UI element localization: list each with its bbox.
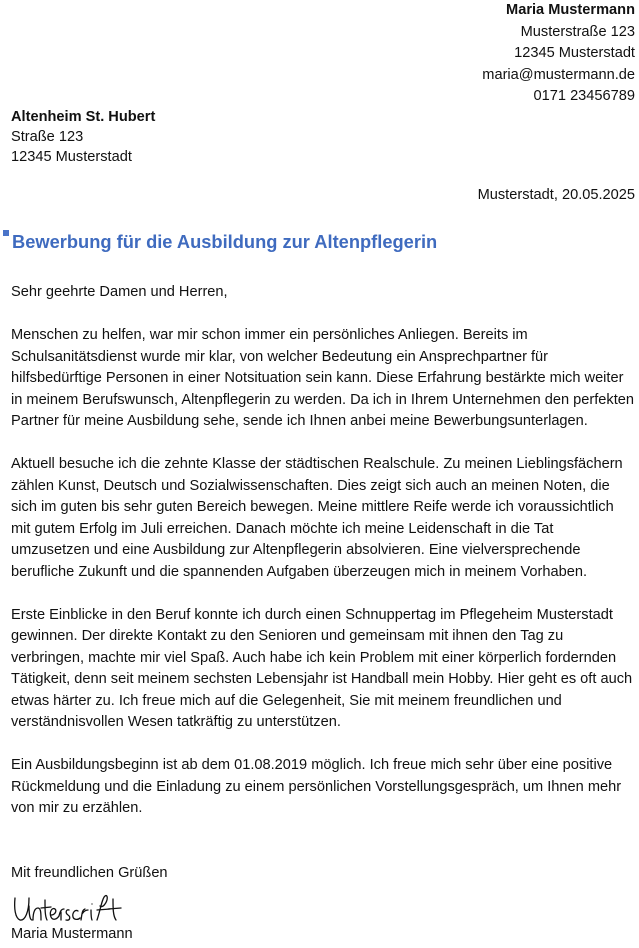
- sender-email: maria@mustermann.de: [482, 66, 635, 83]
- sender-name: Maria Mustermann: [506, 2, 635, 18]
- subject-line: Bewerbung für die Ausbildung zur Altenpflegerin: [12, 231, 438, 252]
- paragraph: Ein Ausbildungsbeginn ist ab dem 01.08.2019 möglich. Ich freue mich sehr über eine positive Rückmeldung und die Einladung zu einem persönlichen Vorstellungsgespräch, um Ihnen mehr von mir zu erzählen.: [11, 757, 622, 816]
- letter-body: [11, 282, 635, 841]
- paragraph: Menschen zu helfen, war mir schon immer ein persönliches Anliegen. Bereits im Schulsanitätsdienst wurde mir klar, von welcher Bedeutung ein Ansprechpartner für hilfsbedürftige Personen in einer Notsituation sein kann. Diese Erfahrung bestärkte mich weiter in meinem Berufswunsch, Altenpflegerin zu werden. Da ich in Ihrem Unternehmen den perfekten Partner für meine Ausbildung sehe, sende ich Ihnen anbei meine Bewerbungsunterlagen.: [11, 327, 634, 429]
- sender-street: Musterstraße 123: [520, 23, 635, 40]
- recipient-block: [11, 107, 155, 167]
- subject-marker: [3, 230, 9, 236]
- paragraph: Aktuell besuche ich die zehnte Klasse der städtischen Realschule. Zu meinen Lieblingsfächern zählen Kunst, Deutsch und Sozialwissenschaften. Dies zeigt sich auch an meinen Noten, die sich im guten bis sehr guten Bereich bewegen. Meine mittlere Reife werde ich voraussichtlich mit gutem Erfolg im Juli erreichen. Danach möchte ich meine Leidenschaft in die Tat umzusetzen und eine Ausbildung zur Altenpflegerin absolvieren. Eine vielversprechende berufliche Zukunft und die spannenden Aufgaben überzeugen mich in meinem Vorhaben.: [11, 456, 623, 580]
- recipient-city: 12345 Musterstadt: [11, 149, 132, 165]
- letter-date: Musterstadt, 20.05.2025: [477, 187, 635, 203]
- sender-block: [482, 0, 635, 108]
- signer-name: Maria Mustermann: [11, 926, 133, 942]
- salutation: Sehr geehrte Damen und Herren,: [11, 284, 228, 300]
- recipient-street: Straße 123: [11, 129, 84, 145]
- sender-phone: 0171 23456789: [533, 88, 635, 104]
- closing: Mit freundlichen Grüßen: [11, 865, 168, 881]
- sender-city: 12345 Musterstadt: [514, 45, 635, 61]
- paragraph: Erste Einblicke in den Beruf konnte ich durch einen Schnuppertag im Pflegeheim Musterstadt gewinnen. Der direkte Kontakt zu den Senioren und gemeinsam mit ihnen den Tag zu verbringen, machte mir viel Spaß. Auch habe ich kein Problem mit einer körperlich fordernden Tätigkeit, denn seit meinem sechsten Lebensjahr ist Handball mein Hobby. Hier geht es oft auch etwas härter zu. Ich freue mich auf die Gelegenheit, Sie mit meinem freundlichen und verständnisvollen Wesen tatkräftig zu unterstützen.: [11, 606, 633, 730]
- recipient-name: Altenheim St. Hubert: [11, 109, 156, 125]
